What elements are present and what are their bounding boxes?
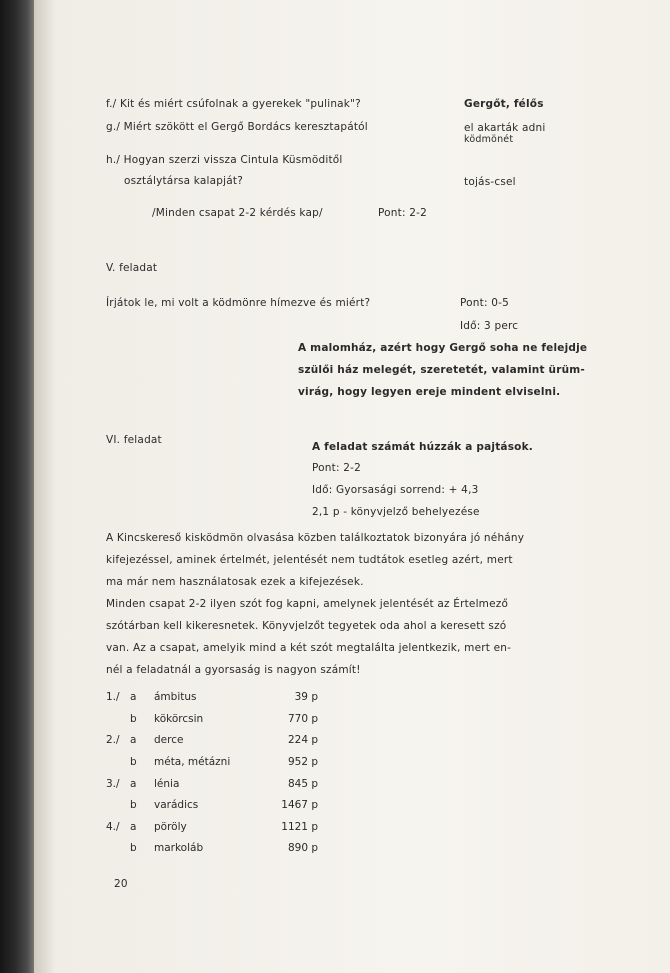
question-h-line2: osztálytársa kalapját? bbox=[124, 175, 243, 187]
word-page: 890 p bbox=[287, 842, 318, 854]
question-f: f./ Kit és miért csúfolnak a gyerekek "pulinak"? bbox=[106, 98, 361, 110]
task5-time: Idő: 3 perc bbox=[460, 320, 519, 332]
answer-f: Gergőt, félős bbox=[464, 98, 544, 110]
answer-h: tojás-csel bbox=[464, 176, 516, 188]
answer-g-line2: ködmönét bbox=[464, 134, 514, 145]
word-page: 1121 p bbox=[281, 821, 318, 833]
word-term: pöröly bbox=[154, 821, 187, 833]
word-term: méta, métázni bbox=[154, 756, 231, 768]
word-number: 3./ bbox=[106, 778, 120, 790]
word-number: 2./ bbox=[106, 734, 120, 746]
task5-answer-line: virág, hogy legyen ereje mindent elviselni. bbox=[298, 386, 561, 398]
task6-paragraph-line: ma már nem használatosak ezek a kifejezések. bbox=[106, 576, 364, 588]
word-term: derce bbox=[154, 734, 184, 746]
question-g: g./ Miért szökött el Gergő Bordács keresztapától bbox=[106, 121, 368, 133]
word-letter: a bbox=[130, 691, 137, 703]
task5-question: Írjátok le, mi volt a ködmönre hímezve és miért? bbox=[106, 297, 371, 309]
task6-paragraph-line: nél a feladatnál a gyorsaság is nagyon számít! bbox=[106, 664, 361, 676]
task6-info-line: A feladat számát húzzák a pajtások. bbox=[312, 441, 533, 453]
word-letter: a bbox=[130, 734, 137, 746]
task5-answer-line: A malomház, azért hogy Gergő soha ne felejdje bbox=[298, 342, 588, 354]
task6-paragraph-line: Minden csapat 2-2 ilyen szót fog kapni, amelynek jelentését az Értelmező bbox=[106, 598, 509, 610]
word-term: ámbitus bbox=[154, 691, 197, 703]
word-number: 4./ bbox=[106, 821, 120, 833]
book-binding-shadow bbox=[0, 0, 34, 973]
page-number: 20 bbox=[114, 878, 128, 890]
word-term: markoláb bbox=[154, 842, 204, 854]
word-page: 770 p bbox=[287, 713, 318, 725]
word-letter: a bbox=[130, 778, 137, 790]
question-h-line1: h./ Hogyan szerzi vissza Cintula Küsmöditől bbox=[106, 154, 343, 166]
word-term: kökörcsin bbox=[154, 713, 204, 725]
word-letter: a bbox=[130, 821, 137, 833]
task6-paragraph-line: szótárban kell kikeresnetek. Könyvjelzőt tegyetek oda ahol a keresett szó bbox=[106, 620, 507, 632]
word-letter: b bbox=[130, 713, 137, 725]
task5-answer-line: szülői ház melegét, szeretetét, valamint ürüm- bbox=[298, 364, 585, 376]
word-page: 1467 p bbox=[281, 799, 318, 811]
word-page: 39 p bbox=[294, 691, 318, 703]
task6-info-line: Pont: 2-2 bbox=[312, 462, 361, 474]
task6-info-line: 2,1 p - könyvjelző behelyezése bbox=[312, 506, 480, 518]
task6-paragraph-line: A Kincskereső kisködmön olvasása közben találkoztatok bizonyára jó néhány bbox=[106, 532, 525, 544]
book-page bbox=[34, 0, 670, 973]
task6-paragraph-line: van. Az a csapat, amelyik mind a két szót megtalálta jelentkezik, mert en- bbox=[106, 642, 512, 654]
scoring-points: Pont: 2-2 bbox=[378, 207, 427, 219]
word-term: varádics bbox=[154, 799, 199, 811]
word-page: 845 p bbox=[287, 778, 318, 790]
word-letter: b bbox=[130, 799, 137, 811]
scoring-note: /Minden csapat 2-2 kérdés kap/ bbox=[152, 207, 323, 219]
word-page: 952 p bbox=[287, 756, 318, 768]
task6-paragraph-line: kifejezéssel, aminek értelmét, jelentését nem tudtátok esetleg azért, mert bbox=[106, 554, 513, 566]
task5-heading: V. feladat bbox=[106, 262, 158, 274]
word-term: lénia bbox=[154, 778, 180, 790]
word-letter: b bbox=[130, 756, 137, 768]
task6-heading: VI. feladat bbox=[106, 434, 162, 446]
answer-g-line1: el akarták adni bbox=[464, 122, 546, 134]
word-number: 1./ bbox=[106, 691, 120, 703]
task6-info-line: Idő: Gyorsasági sorrend: + 4,3 bbox=[312, 484, 479, 496]
word-page: 224 p bbox=[287, 734, 318, 746]
word-letter: b bbox=[130, 842, 137, 854]
task5-points: Pont: 0-5 bbox=[460, 297, 509, 309]
